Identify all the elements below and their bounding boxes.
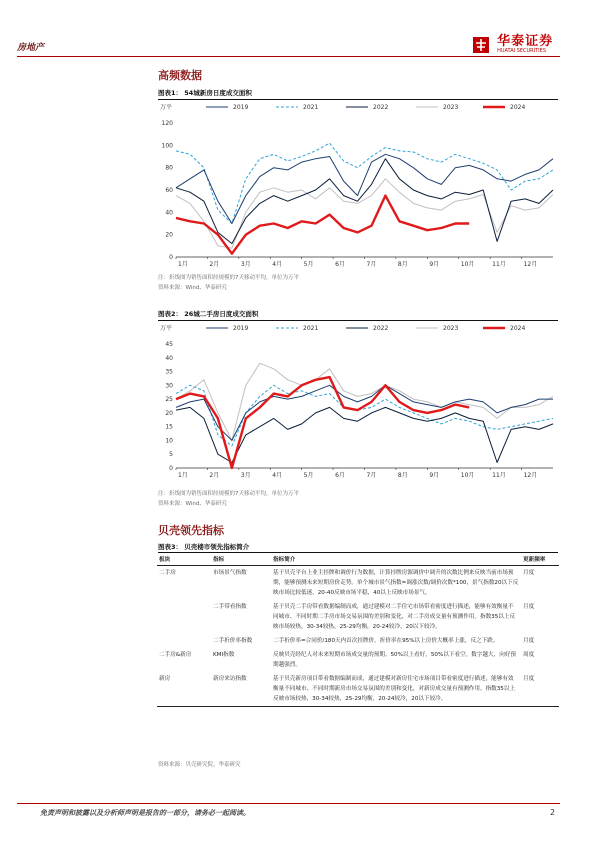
legend-label-2024: 2024	[510, 325, 526, 332]
x-tick-label: 12月	[523, 472, 538, 479]
legend-label-2023: 2023	[443, 104, 459, 111]
series-line-2024	[176, 377, 469, 468]
legend-label-2023: 2023	[443, 325, 459, 332]
y-tick-label: 100	[161, 142, 173, 150]
y-tick-label: 25	[165, 396, 173, 404]
series-line-2019	[176, 154, 553, 223]
cell-sector	[157, 634, 211, 648]
y-tick-label: 0	[169, 465, 173, 472]
cell-indicator: 市场景气指数	[213, 570, 247, 576]
chart-second-hand-area	[158, 322, 558, 482]
x-tick-label: 10月	[460, 261, 475, 268]
x-tick-label: 5月	[303, 261, 314, 268]
col-header-indicator: 指标	[211, 553, 271, 566]
legend-label-2019: 2019	[233, 325, 249, 332]
x-tick-label: 7月	[366, 472, 377, 479]
table-source: 资料来源：贝壳研究院、华泰研究	[158, 762, 241, 768]
x-tick-label: 11月	[492, 472, 506, 479]
brand-name-en: HUATAI SECURITIES	[497, 48, 546, 54]
cell-indicator: 二手带看指数	[213, 604, 247, 610]
cell-description: 基于贝壳二手房带看数据编制而成，通过建模对二手住宅市场带看密度进行描述，能够有效衡量不同城市、不同时期二手房市场交易氛围的差别和变化，对二手房成交量有预测作用。指数35以上反映市场较热，30-34较热，25-29均衡，20-24较冷，20以下较冷。	[273, 604, 516, 630]
brand-name-cn: 华泰证券	[497, 34, 554, 49]
x-tick-label: 11月	[492, 261, 506, 268]
x-tick-label: 2月	[209, 261, 220, 268]
y-tick-label: 5	[169, 451, 173, 459]
section-label: 房地产	[17, 43, 45, 53]
cell-description: 基于贝壳平台上业主挂牌和调价行为数据，计算挂牌房源调价中调升的次数比例来反映当前市场预期，能够预测未来短期房价走势。单个城市景气指数=调涨次数/调价次数*100，景气指数20以下反映市场比较低迷，20-40反映市场平稳，40以上反映市场景气。	[273, 570, 519, 596]
table-row	[157, 634, 559, 648]
legend-label-2021: 2021	[303, 104, 319, 111]
logo-mark-icon	[473, 37, 489, 53]
x-tick-label: 6月	[335, 261, 345, 268]
x-tick-label: 4月	[272, 261, 283, 268]
x-tick-label: 4月	[272, 472, 283, 479]
cell-indicator: 二手折价率指数	[213, 638, 253, 644]
y-tick-label: 80	[165, 164, 173, 172]
x-tick-label: 7月	[366, 261, 377, 268]
chart-new-home-area	[158, 101, 558, 271]
y-tick-label: 35	[165, 368, 173, 376]
table-row	[157, 672, 559, 707]
page-number: 2	[550, 808, 556, 817]
header-divider	[17, 56, 560, 57]
figure2-note: 注：折线图为销售面积经规模的7天移动平均，单位为万平	[158, 491, 300, 497]
section-title-beike: 贝壳领先指标	[158, 524, 224, 537]
x-tick-label: 5月	[303, 472, 314, 479]
series-line-2021	[176, 143, 553, 223]
col-header-sector: 板块	[157, 553, 211, 566]
y-tick-label: 30	[165, 382, 173, 390]
legend-label-2022: 2022	[373, 325, 389, 332]
cell-frequency: 周度	[523, 652, 535, 658]
legend-label-2024: 2024	[510, 104, 526, 111]
cell-frequency: 月度	[523, 638, 535, 644]
x-tick-label: 6月	[335, 472, 345, 479]
figure2-top-rule	[158, 320, 558, 321]
footer-disclaimer: 免责声明和披露以及分析师声明是报告的一部分，请务必一起阅读。	[40, 809, 250, 817]
x-tick-label: 10月	[460, 472, 475, 479]
figure2-source: 资料来源：Wind、华泰研究	[158, 501, 227, 507]
brand-logo	[473, 34, 553, 54]
cell-frequency: 月度	[523, 676, 535, 682]
cell-frequency: 月度	[523, 604, 535, 610]
figure1-note: 注：折线图为销售面积经规模的7天移动平均，单位为万平	[158, 275, 300, 281]
x-tick-label: 9月	[429, 472, 440, 479]
cell-indicator: 新房来访指数	[213, 676, 247, 682]
figure1-source: 资料来源：Wind、华泰研究	[158, 285, 227, 291]
indicator-table	[157, 553, 559, 707]
x-tick-label: 1月	[178, 472, 188, 479]
y-tick-label: 10	[165, 437, 173, 445]
cell-sector: 二手房	[159, 570, 176, 576]
cell-description: 二手折价率=合同价/180天内首次挂牌价。折价率在95%以上房价大概率上涨，反之下跌。	[273, 638, 499, 644]
legend-label-2019: 2019	[233, 104, 249, 111]
cell-indicator: KMI指数	[213, 652, 235, 658]
figure1-title: 图表1： 54城新房日度成交面积	[158, 89, 252, 97]
y-tick-label: 60	[165, 187, 173, 194]
legend-label-2022: 2022	[373, 104, 389, 111]
x-tick-label: 9月	[429, 261, 440, 268]
figure2-title: 图表2： 26城二手房日度成交面积	[158, 310, 259, 318]
y-tick-label: 20	[165, 409, 173, 417]
table-row	[157, 600, 559, 634]
chart-unit-label: 万平	[160, 104, 173, 111]
cell-description: 反映贝壳经纪人对未来短期市场成交量的预期。50%以上看好，50%以下看空。数字越大，向好预期越强烈。	[273, 652, 517, 668]
y-tick-label: 120	[161, 120, 173, 127]
x-tick-label: 2月	[209, 472, 220, 479]
x-tick-label: 1月	[178, 261, 188, 268]
col-header-description: 指标简介	[271, 553, 521, 566]
cell-frequency: 月度	[523, 570, 535, 576]
section-title-high-frequency: 高频数据	[158, 69, 202, 82]
table-row	[157, 648, 559, 672]
cell-sector: 新房	[159, 676, 171, 682]
series-line-2022	[176, 407, 553, 462]
footer-divider	[17, 803, 560, 804]
table-row	[157, 566, 559, 601]
figure1-top-rule	[158, 99, 558, 100]
col-header-frequency: 更新频率	[521, 553, 559, 566]
cell-description: 基于贝壳新房项目带看数据编制而成，通过建模对新房住宅市场项目带看密度进行描述，能够有效衡量不同城市、不同时期新房市场交易氛围的差别和变化，对新房成交量有预测作用。指数35以上反映市场较热，30-34较热，25-29均衡，20-24较冷，20以下较冷。	[273, 676, 516, 702]
cell-sector	[157, 600, 211, 634]
table-title: 图表3： 贝壳楼市领先指标简介	[158, 543, 250, 551]
x-tick-label: 3月	[240, 261, 251, 268]
y-tick-label: 40	[165, 354, 173, 362]
series-line-2019	[176, 385, 553, 440]
y-tick-label: 15	[165, 423, 173, 431]
x-tick-label: 3月	[240, 472, 251, 479]
table-header-row	[157, 553, 559, 566]
chart-unit-label: 万平	[160, 325, 173, 332]
y-tick-label: 20	[165, 231, 173, 239]
y-tick-label: 40	[165, 209, 173, 217]
y-tick-label: 45	[165, 341, 173, 348]
y-tick-label: 0	[169, 254, 173, 261]
x-tick-label: 12月	[523, 261, 538, 268]
series-line-2023	[176, 363, 553, 440]
cell-sector: 二手房&新房	[159, 652, 192, 658]
x-tick-label: 8月	[397, 472, 408, 479]
legend-label-2021: 2021	[303, 325, 319, 332]
x-tick-label: 8月	[397, 261, 408, 268]
